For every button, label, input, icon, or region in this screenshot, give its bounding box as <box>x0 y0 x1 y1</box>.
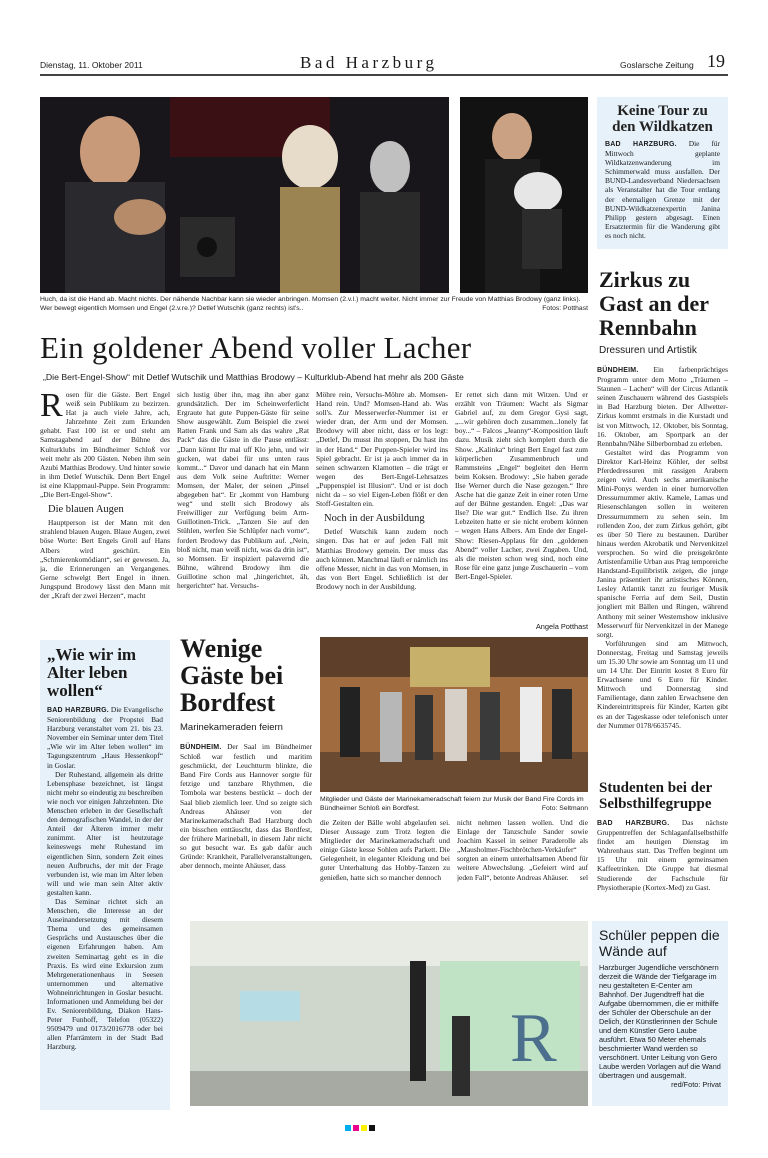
zirkus-text: BÜNDHEIM. Ein farbenprächtiges Programm unter dem Motto „Träumen – Staunen – Lachen“ will der Circus Atlantik seinen Zuschauern während des Gastspiels in Bad Harzburg bieten. Der Allwetter-Zirkus kommt erstmals in die Kurstadt und ist von Mittwoch, 12. Oktober, bis Sonntag, 16. Oktober, am Sportpark an der Rennbahn/Nähe Silberbornbad zu erleben. Gestaltet wird das Programm von Direktor Karl-Heinz Köhler, der selbst Pferdedressuren mit rassigen Arabern zeigen wird. Auch sechs amerikanische Mini-Ponys werden in einer humorvollen Dressurnummer aktiv. Kamele, Lamas und Riesenschlangen sollen in weiteren Dressurnummern zu sehen sein. Im rollenden Zoo, der zum Zirkus gehört, gibt es über 50 Tiere zu bestaunen. Darüber hinaus werden Akrobatik und Nervenkitzel versprochen. So wird die preisgekrönte Artistenfamilie Urban aus Prag temporeiche Handstand-Equilibristik zeigen, die junge Janina präsentiert ihr artistisches Können, Lesley Atlantik tanzt zu feuriger Musik spanische Ferria auf dem Seil, Dustin jongliert mit Bällen und Ringen, während Anthony mit seiner Westernshow inklusive Messerwurf für Nervenkitzel in der Manege sorgt. Vorführungen sind am Mittwoch, Donnerstag, Freitag und Samstag jeweils um 15.30 Uhr sowie am Sonntag um 11 und um 14 Uhr. Der Eintritt kostet 8 Euro für Erwachsene und 6 Euro für Kinder. Mittwoch und Donnerstag sind Familientage, dann zahlen Erwachsene den Kindereintrittspreis für Kinder, Karten gibt es an der Tageskasse oder telefonisch unter der Nummer 0178/6635745. <box>597 365 728 730</box>
header-page-number: 19 <box>707 51 725 71</box>
schueler-headline: Schüler peppen die Wände auf <box>599 927 720 959</box>
top-photo-caption: Huch, da ist die Hand ab. Macht nichts. Der nähende Nachbar kann sie wieder anbringen. Momsen (2.v.l.) macht weiter. Nicht immer zur Freude von Matthias Brodowy (ganz links). Wer bewegt eigentlich Momsen und Engel (2.v.re.)? Detlef Wutschik (ganz rechts) ist's.. Fotos: Potthast <box>40 296 588 312</box>
schueler-box <box>592 921 728 1106</box>
bordfest-photo-caption: Mitglieder und Gäste der Marinekameradschaft feiern zur Musik der Band Fire Cords im Bündheimer Schloß ein Bordfest. Foto: Seltmann <box>320 796 588 812</box>
bordfest-column-1: BÜNDHEIM. Der Saal im Bündheimer Schloß war festlich und maritim geschmückt, der Leuchtturm blinkte, die Band Fire Cords aus Hannover sorgte für fetzige und tanzbare Rhythmen, die Tombola war bestens bestückt – doch der Saal blieb ziemlich leer. Und so zeigte sich Andreas Ahäuser von der Marinekameradschaft Bad Harzburg doch ein bisschen enttäuscht, dass das Bordfest, der frühere Marineball, in diesem Jahr nicht so gut besucht war. Es gab dafür auch Gründe: Krankheit, Parallelveranstaltungen, aber dennoch, meinte Ahäuser, dass <box>180 742 312 871</box>
schueler-photo <box>190 921 588 1106</box>
header-rule <box>40 74 728 76</box>
header-date: Dienstag, 11. Oktober 2011 <box>40 60 143 70</box>
main-column-1: R osen für die Gäste. Bert Engel weiß sein Publikum zu bezirzen. Hat ja auch viele Jahre, ach, Jahrzehnte Zeit zum Erkunden gehabt. Fast 100 ist er und steht am Samstagabend auf der Bühne des Kulturklubs im Bündheimer Schloß vor weit mehr als 200 Gästen. Neben ihm sein Azubi Matthias Brodowy. Und hinter sowie in ihm Detlef Wutschik. Denn Bert Engel ist eine Klappmaul-Puppe. Sein Programm: „Die Bert-Engel-Show“. Die blauen Augen Hauptperson ist der Mann mit den strahlend blauen Augen. Blaue Augen, zwei böse Worte: Bert Engels Groll auf Hans Albers wird geschürt. Ein „Schmierenkomödiant“, sei er gewesen. Ja, ja, die Erinnerungen an Vergangenes. Gerne schwelgt Bert Engel in ihnen. Jungspund Brodowy lässt den Mann mit der „Kraft der zwei Herzen“, macht <box>40 390 170 600</box>
zirkus-headline: Zirkus zu Gast an der Rennbahn <box>599 267 709 340</box>
wildkatzen-headline: Keine Tour zu den Wildkatzen <box>612 103 713 135</box>
bordfest-headline: Wenige Gäste bei Bordfest <box>180 634 284 717</box>
header-section: Bad Harzburg <box>300 53 438 72</box>
alter-box <box>40 640 170 1110</box>
main-subline: „Die Bert-Engel-Show“ mit Detlef Wutschik und Matthias Brodowy – Kulturklub-Abend hat mehr als 200 Gäste <box>43 372 464 382</box>
bordfest-photo-credit: Foto: Seltmann <box>541 804 588 812</box>
registration-marks <box>345 1118 377 1136</box>
selbsthilfe-headline: Studenten bei der Selbsthilfegruppe <box>599 780 713 812</box>
wildkatzen-text: BAD HARZBURG. Die für Mittwoch geplante Wildkatzenwanderung im Schimmerwald muss ausfallen. Der BUND-Landesverband Niedersachsen als Veranstalter hat die Tour entlang der ehemaligen Grenze mit der BUND-Wildkatzenexpertin Janina Philipp gestern abgesagt. Einen Ersatztermin für die Wanderung gibt es noch nicht. <box>605 139 720 240</box>
wildkatzen-box <box>597 97 728 249</box>
main-column-4: Er rettet sich dann mit Witzen. Und er erzählt von Träumen: Wacht als Sigmar Gabriel auf, zu dem Gregor Gysi sagt, „...wir gehören doch zusammen...lonely fat boy...“ – Falcos „Jeanny“-Komposition läuft dazu. Musik zieht sich komplett durch die Show. „Kalinka“ bringt Bert Engel fast zum körperlichen Zusammenbruch und Rammsteins „Engel“ begleitet den Herrn beim Koksen. Brodowy: „Sie haben gerade Ilse Werner durch die Nase gezogen.“ Ihre Asche hat die ganze Zeit in einer roten Urne auf der Bühne gestanden. Engel: „Das war Ilse? Die war gut.“ Endlich Ilse. Zu ihren Lebzeiten hatte er sie nicht erobern können – wegen Hans Albers. Am Ende der Engel-Show: Riesen-Applaus für den „goldenen Abend“ voller Lacher, zwei Zugaben. Und, als die meisten schon weg sind, noch eine Rose für eine ganz junge Zuschauerin – vom Bert-Engel-Spieler. <box>455 390 588 581</box>
header-paper: Goslarsche Zeitung <box>620 60 694 70</box>
svg-text:R: R <box>510 1000 557 1077</box>
main-author: Angela Potthast <box>535 622 588 631</box>
bordfest-subline: Marinekameraden feiern <box>180 722 283 733</box>
top-photo-credit: Fotos: Potthast <box>542 304 588 312</box>
schueler-text: Harzburger Jugendliche verschönern derzeit die Wände der Tiefgarage im neu gestalteten E-Center am Bahnhof. Der Jugendtreff hat die Aufgabe übernommen, die er mithilfe der Schüler der Oberschule an der Delich, der Künstlerinnen der Schule und dem Künstler Gero Laube ausführt. Etwa 50 Meter ehemals beschmierter Wand werden so verschönert. Unter Leitung von Gero Laube werden Vorlagen auf die Wand übertragen und ausgemalt. red/Foto: Privat <box>599 963 721 1089</box>
main-column-3: Möhre rein, Versuchs-Möhre ab. Momsen-Hand rein. Und? Momsen-Hand ab. Was soll's. Zur Messerwerfer-Nummer ist er wieder dran, der Arm und der Momsen. Brodowy will aber nicht, dass er los legt: „Detlef, Du musst ihn stoppen, Du hast ihn in der Hand.“ Der Puppen-Spieler wird ins Spiel gebracht. Er ist ja auch immer da in seinen schwarzen Klamotten – die trägt er wegen des Bert-Engel-Lehrsatzes „Puppenspiel ist Illusion“. Und er ist doch nicht da – so viel Eigen-Leben flößt er den Stoff-Gestalten ein. Noch in der Ausbildung Detlef Wutschik kann zudem noch singen. Das hat er auf jeden Fall mit Matthias Brodowy gemein. Der muss das auch können. Manchmal läuft er nämlich ins offene Messer, nicht in das von Momsen, in das von Bert Engel. Schließlich ist der Brodowy noch in der Ausbildung. <box>316 390 448 591</box>
main-headline: Ein goldener Abend voller Lacher <box>40 330 472 365</box>
bordfest-column-3: nicht nehmen lassen wollen. Und die Einlage der Tanzschule Sander sowie Joachim Kassel in seiner Paraderolle als „Mausholmer-Fischbrötchen-Verkäufer“ sorgten an einem unterhaltsamen Abend für weitere Abwechslung. „Gefeiert wird auf jeden Fall“, betonte Andreas Ahäuser. sel <box>457 818 588 882</box>
puppet-show-photo-main <box>40 97 449 293</box>
main-dropcap: R <box>40 390 63 424</box>
bordfest-column-2: die Zeiten der Bälle wohl abgelaufen sei. Dieser Aussage zum Trotz legten die Mitglieder der Marinekameradschaft und einige Gäste kesse Sohlen aufs Parkett. Die Gelegenheit, in eleganter Kleidung und bei guter Unterhaltung das Hobby-Tanzen zu genießen, hatte sich so mancher dennoch <box>320 818 450 882</box>
alter-text: BAD HARZBURG. Die Evangelische Seniorenbildung der Propstei Bad Harzburg veranstaltet vom 21. bis 23. November ein Seminar unter dem Titel „Wie wir im Alter leben wollen“ im Tagungszentrum „Haus Hessenkopf“ in Goslar. Der Ruhestand, allgemein als dritte Lebensphase bezeichnet, ist längst nicht mehr so eindeutig zu beschreiben wie noch vor einigen Jahrzehnten. Die Menschen erleben in der Gesellschaft den demografischen Wandel, in der der Anteil der Älteren immer mehr zunimmt. Alter ist heutzutage keineswegs mehr Ruhestand im eigentlichen Sinn, sondern Zeit eines neuen Aufbruchs, der mit der Frage verbunden ist, wie man im Alter leben will und wie man sein Alter aktiv gestalten kann. Das Seminar richtet sich an Menschen, die Interesse an der Auseinandersetzung mit diesem Thema und des gemeinsamen Gesprächs und Austausches über die eigenen Erfahrungen haben. Am zweiten Seminartag geht es in die Praxis. Es wird eine Exkursion zum Mehrgenerationenhaus in Seesen unternommen und alternative Wohneinrichtungen in Goslar besucht. Informationen und Anmeldung bei der Ev. Seniorenbildung, Diakon Hans-Peter Funhoff, Telefon (05322) 9509479 und 0173/2016778 oder bei allen Pfarrämtern in der Stadt Bad Harzburg. <box>47 705 163 1052</box>
zirkus-subline: Dressuren und Artistik <box>599 345 697 356</box>
alter-headline: „Wie wir im Alter leben wollen“ <box>47 645 137 700</box>
puppet-show-photo-right <box>460 97 588 293</box>
bordfest-photo <box>320 637 588 792</box>
selbsthilfe-text: BAD HARZBURG. Das nächste Gruppentreffen der Schlaganfallselbsthilfe findet am heutigen Dienstag im Wahrenhaus statt. Das Treffen beginnt um 15 Uhr mit einem gemeinsamen Kaffeetrinken. Die Gruppe hat diesmal Studierende der Fachschule für Physiotherapie (Kortex-Med) zu Gast. <box>597 818 728 892</box>
main-column-2: sich lustig über ihn, mag ihn aber ganz grundsätzlich. Der im Scheinwerferlicht Ergraute hat gute Puppen-Gäste für seine Show ausgewählt. Zum Beispiel die zwei Ratten Frank und Sam als das wahre „Rat Pack“ das die Gäste in die Pause entlässt: „Dann könnt Ihr mal uff Klo jehn, und wir gucken, wat dabei für uns unten raus kommt...“ Davor und danach hat ein Mann aus dem Volk seine Auftritte: Werner Momsen, der Maler, der seinen „Pinsel abgegeben hat“. Er „kommt von Hamburg weg“ und stellt sich Brodowy als Freiwilliger zur Verfügung beim Arm-Guillotinen-Trick. „Tanzen Sie auf den Stühlen, werfen Sie Schlüpfer nach vorne“, fordert Brodowy das Publikum auf. „Nein, bloß nicht, man weiß nicht, was da drin ist“, so Momsen. Er inspiziert palavernd die Bühne, während Brodowy ihm die Guillotine schon mal „hingerichtet, äh, hergerichtet“ hat. Versuchs- <box>177 390 309 590</box>
